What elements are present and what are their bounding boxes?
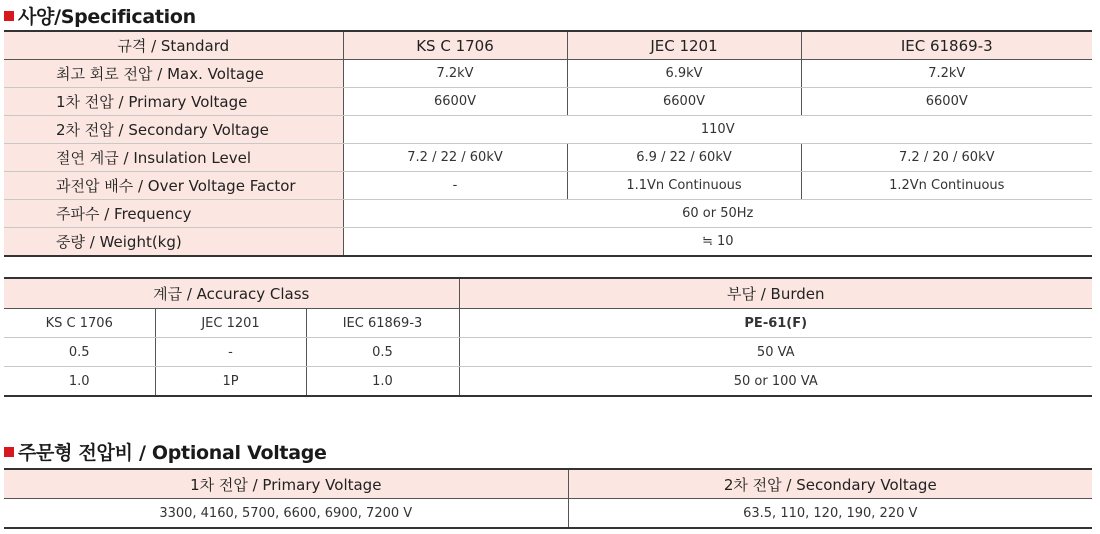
accuracy-header-row <box>4 278 1092 309</box>
specification-table <box>4 30 1092 257</box>
cell-value: 7.2kV <box>801 60 1092 88</box>
accuracy-class-header: 계급 / Accuracy Class <box>4 278 459 309</box>
spec-title-text: 사양/Specification <box>18 6 196 28</box>
cell-value: 60 or 50Hz <box>343 200 1092 228</box>
cell-value: 1.0 <box>4 367 155 397</box>
spec-header-row <box>4 31 1092 60</box>
accuracy-burden-table <box>4 277 1092 397</box>
cell-value: 110V <box>343 116 1092 144</box>
std-ks: KS C 1706 <box>4 309 155 338</box>
spec-row-insulation-level <box>4 144 1092 172</box>
cell-value: 7.2 / 22 / 60kV <box>343 144 567 172</box>
spec-row-frequency <box>4 200 1092 228</box>
cell-value: 0.5 <box>306 338 459 367</box>
std-jec: JEC 1201 <box>155 309 306 338</box>
red-square-icon <box>4 11 14 21</box>
row-label: 최고 회로 전압 / Max. Voltage <box>4 60 343 88</box>
row-label: 중량 / Weight(kg) <box>4 228 343 257</box>
cell-value: 1.1Vn Continuous <box>567 172 801 200</box>
optional-values-row <box>4 499 1092 529</box>
spec-header-iec: IEC 61869-3 <box>801 31 1092 60</box>
spec-header-ks: KS C 1706 <box>343 31 567 60</box>
row-label: 1차 전압 / Primary Voltage <box>4 88 343 116</box>
spec-row-secondary-voltage <box>4 116 1092 144</box>
spec-header-jec: JEC 1201 <box>567 31 801 60</box>
optional-secondary-values: 63.5, 110, 120, 190, 220 V <box>568 499 1092 529</box>
cell-value: 7.2kV <box>343 60 567 88</box>
spec-header-standard: 규격 / Standard <box>4 31 343 60</box>
cell-value: 6600V <box>343 88 567 116</box>
accuracy-subheader-row <box>4 309 1092 338</box>
cell-value: 6.9kV <box>567 60 801 88</box>
burden-value: 50 VA <box>459 338 1092 367</box>
red-square-icon <box>4 447 14 457</box>
cell-value: 1.0 <box>306 367 459 397</box>
optional-header-primary: 1차 전압 / Primary Voltage <box>4 469 568 499</box>
cell-value: 6.9 / 22 / 60kV <box>567 144 801 172</box>
optional-header-row <box>4 469 1092 499</box>
std-iec: IEC 61869-3 <box>306 309 459 338</box>
accuracy-row <box>4 338 1092 367</box>
row-label: 과전압 배수 / Over Voltage Factor <box>4 172 343 200</box>
optional-title-text: 주문형 전압비 / Optional Voltage <box>18 442 327 464</box>
cell-value: 1.2Vn Continuous <box>801 172 1092 200</box>
row-label: 절연 계급 / Insulation Level <box>4 144 343 172</box>
burden-value: 50 or 100 VA <box>459 367 1092 397</box>
optional-primary-values: 3300, 4160, 5700, 6600, 6900, 7200 V <box>4 499 568 529</box>
cell-value: ≒ 10 <box>343 228 1092 257</box>
spec-row-max-voltage <box>4 60 1092 88</box>
row-label: 2차 전압 / Secondary Voltage <box>4 116 343 144</box>
cell-value: 6600V <box>567 88 801 116</box>
optional-header-secondary: 2차 전압 / Secondary Voltage <box>568 469 1092 499</box>
cell-value: 1P <box>155 367 306 397</box>
burden-header: 부담 / Burden <box>459 278 1092 309</box>
cell-value: 6600V <box>801 88 1092 116</box>
accuracy-row <box>4 367 1092 397</box>
cell-value: 0.5 <box>4 338 155 367</box>
spec-section-title <box>4 2 196 29</box>
row-label: 주파수 / Frequency <box>4 200 343 228</box>
cell-value: - <box>155 338 306 367</box>
optional-voltage-table <box>4 468 1092 529</box>
spec-row-over-voltage-factor <box>4 172 1092 200</box>
optional-section-title <box>4 438 327 465</box>
spec-row-primary-voltage <box>4 88 1092 116</box>
cell-value: 7.2 / 20 / 60kV <box>801 144 1092 172</box>
cell-value: - <box>343 172 567 200</box>
burden-type: PE-61(F) <box>459 309 1092 338</box>
spec-row-weight <box>4 228 1092 257</box>
